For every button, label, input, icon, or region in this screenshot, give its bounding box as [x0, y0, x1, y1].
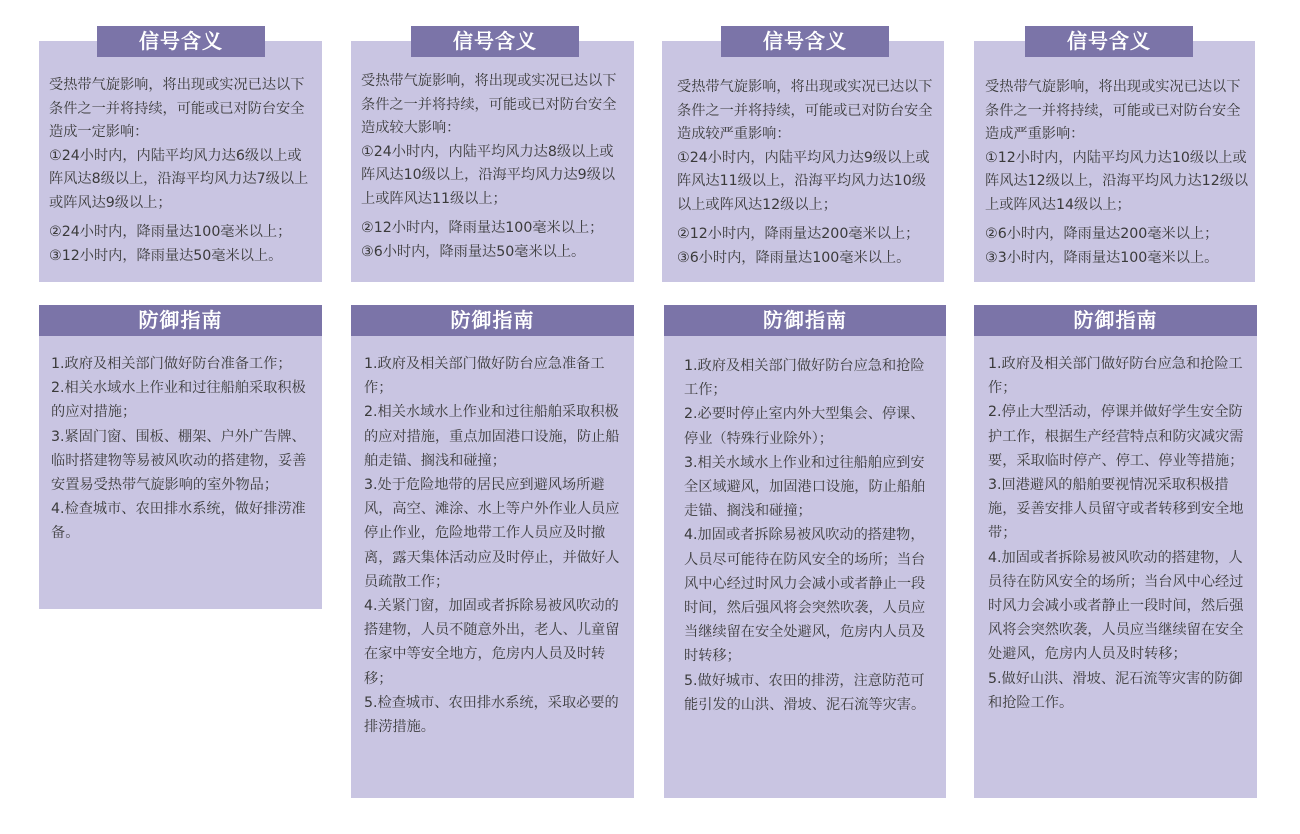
- defense-title: 防御指南: [974, 305, 1257, 336]
- signal-text: [677, 76, 937, 270]
- signal-intro: 受热带气旋影响，将出现或实况已达以下条件之一并将持续，可能或已对防台安全造成一定影响：: [49, 77, 305, 140]
- signal-item: ②24小时内，降雨量达100毫米以上；: [49, 224, 292, 240]
- signal-item: ③6小时内，降雨量达100毫米以上。: [677, 249, 911, 266]
- defense-item: 1.政府及相关部门做好防台准备工作；: [51, 356, 292, 372]
- signal-item: ③12小时内，降雨量达50毫米以上。: [49, 247, 283, 264]
- signal-item: ②6小时内，降雨量达200毫米以上；: [985, 226, 1219, 242]
- signal-text: [49, 74, 311, 268]
- signal-text: [985, 76, 1249, 270]
- defense-text: [364, 352, 624, 739]
- defense-item: 2.必要时停止室内外大型集会、停课、停业（特殊行业除外）；: [684, 406, 925, 447]
- defense-title: 防御指南: [664, 305, 946, 336]
- signal-item: ③6小时内，降雨量达50毫米以上。: [361, 243, 586, 260]
- signal-intro: 受热带气旋影响，将出现或实况已达以下条件之一并将持续，可能或已对防台安全造成较大影响：: [361, 73, 617, 136]
- defense-item: 3.紧固门窗、围板、棚架、户外广告牌、临时搭建物等易被风吹动的搭建物，妥善安置易受热带气旋影响的室外物品；: [51, 428, 307, 494]
- defense-item: 1.政府及相关部门做好防台应急准备工作；: [364, 356, 605, 397]
- defense-item: 5.检查城市、农田排水系统，采取必要的排涝措施。: [364, 694, 619, 736]
- signal-title: 信号含义: [1025, 26, 1193, 57]
- defense-item: 4.检查城市、农田排水系统，做好排涝准备。: [51, 501, 306, 542]
- defense-item: 5.做好城市、农田的排涝，注意防范可能引发的山洪、滑坡、泥石流等灾害。: [684, 672, 926, 713]
- signal-item: ①24小时内，内陆平均风力达8级以上或阵风达10级以上，沿海平均风力达9级以上或阵风达11级以上；: [361, 143, 616, 207]
- defense-item: 2.停止大型活动，停课并做好学生安全防护工作，根据生产经营特点和防灾减灾需要，采取临时停产、停工、停业等措施；: [988, 404, 1244, 469]
- signal-item: ①12小时内，内陆平均风力达10级以上或阵风达12级以上，沿海平均风力达12级以上或阵风达14级以上；: [985, 149, 1249, 213]
- signal-intro: 受热带气旋影响，将出现或实况已达以下条件之一并将持续，可能或已对防台安全造成较严重影响：: [677, 79, 933, 142]
- defense-item: 2.相关水域水上作业和过往船舶采取积极的应对措施；: [51, 380, 306, 421]
- defense-item: 2.相关水域水上作业和过往船舶采取积极的应对措施，重点加固港口设施，防止船舶走锚、搁浅和碰撞；: [364, 404, 620, 469]
- signal-text: [361, 70, 625, 264]
- defense-item: 3.处于危险地带的居民应到避风场所避风，高空、滩涂、水上等户外作业人员应停止作业，危险地带工作人员应及时撤离，露天集体活动应及时停止，并做好人员疏散工作；: [364, 477, 620, 590]
- defense-item: 3.相关水域水上作业和过往船舶应到安全区域避风，加固港口设施，防止船舶走锚、搁浅和碰撞；: [684, 454, 926, 520]
- signal-item: ②12小时内，降雨量达200毫米以上；: [677, 226, 920, 242]
- defense-title: 防御指南: [39, 305, 322, 336]
- signal-item: ①24小时内，内陆平均风力达9级以上或阵风达11级以上，沿海平均风力达10级以上或阵风达12级以上；: [677, 149, 930, 213]
- defense-item: 4.加固或者拆除易被风吹动的搭建物，人员尽可能待在防风安全的场所；当台风中心经过时风力会减小或者静止一段时间，然后强风将会突然吹袭，人员应当继续留在安全处避风，危房内人员及时转移；: [684, 527, 926, 665]
- signal-title: 信号含义: [97, 26, 265, 57]
- defense-item: 4.加固或者拆除易被风吹动的搭建物，人员待在防风安全的场所；当台风中心经过时风力会减小或者静止一段时间，然后强风将会突然吹袭，人员应当继续留在安全处避风，危房内人员及时转移；: [988, 549, 1244, 663]
- defense-item: 5.做好山洪、滑坡、泥石流等灾害的防御和抢险工作。: [988, 670, 1243, 711]
- signal-item: ①24小时内，内陆平均风力达6级以上或阵风达8级以上，沿海平均风力达7级以上或阵风达9级以上；: [49, 147, 309, 211]
- defense-item: 4.关紧门窗，加固或者拆除易被风吹动的搭建物，人员不随意外出，老人、儿童留在家中等安全地方，危房内人员及时转移；: [364, 598, 620, 687]
- defense-text: [51, 352, 309, 546]
- defense-item: 1.政府及相关部门做好防台应急和抢险工作；: [684, 358, 925, 399]
- signal-title: 信号含义: [721, 26, 889, 57]
- defense-title: 防御指南: [351, 305, 634, 336]
- defense-text: [684, 354, 930, 717]
- signal-item: ②12小时内，降雨量达100毫米以上；: [361, 220, 604, 236]
- signal-intro: 受热带气旋影响，将出现或实况已达以下条件之一并将持续，可能或已对防台安全造成严重影响：: [985, 79, 1241, 142]
- defense-text: [988, 352, 1250, 715]
- signal-title: 信号含义: [411, 26, 579, 57]
- signal-item: ③3小时内，降雨量达100毫米以上。: [985, 249, 1219, 266]
- defense-item: 1.政府及相关部门做好防台应急和抢险工作；: [988, 356, 1243, 397]
- defense-item: 3.回港避风的船舶要视情况采取积极措施，妥善安排人员留守或者转移到安全地带；: [988, 477, 1244, 542]
